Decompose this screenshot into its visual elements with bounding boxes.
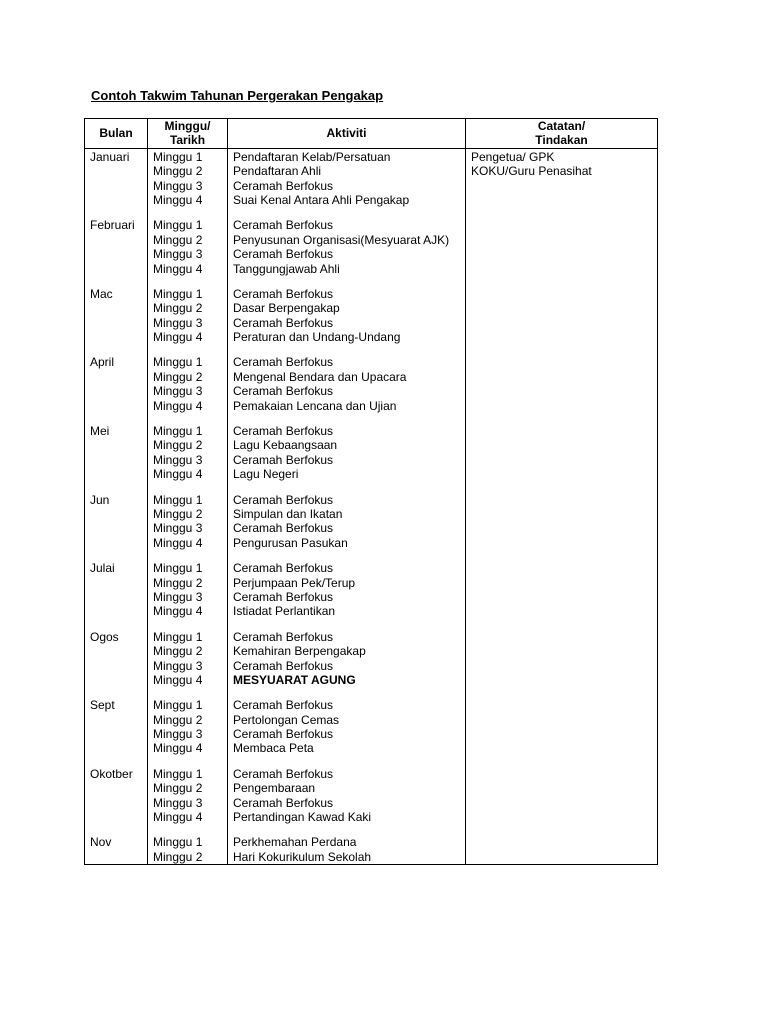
week-cell xyxy=(148,698,228,767)
activity-label: Ceramah Berfokus xyxy=(233,178,334,193)
week-cell xyxy=(148,767,228,836)
month-label: Ogos xyxy=(90,629,119,644)
activity-cell xyxy=(228,630,466,699)
month-name xyxy=(85,767,148,836)
activity-label: Ceramah Berfokus xyxy=(233,698,334,713)
week-label: Minggu 3 xyxy=(153,247,203,262)
month-label: Julai xyxy=(90,561,115,576)
week-label: Minggu 2 xyxy=(153,301,203,316)
week-cell xyxy=(148,630,228,699)
activity-cell xyxy=(228,835,466,864)
activity-cell xyxy=(228,767,466,836)
activity-cell xyxy=(228,424,466,493)
week-label: Minggu 1 xyxy=(153,629,203,644)
week-label: Minggu 4 xyxy=(153,535,203,550)
activity-label: Perkhemahan Perdana xyxy=(233,835,357,850)
activity-label: Mengenal Bendara dan Upacara xyxy=(233,369,407,384)
month-label: Jun xyxy=(90,492,110,507)
week-label: Minggu 2 xyxy=(153,644,203,659)
header-bulan: Bulan xyxy=(85,119,148,149)
activity-label: Pengembaraan xyxy=(233,781,316,796)
week-label: Minggu 1 xyxy=(153,561,203,576)
week-label: Minggu 1 xyxy=(153,492,203,507)
activity-label: Lagu Kebaangsaan xyxy=(233,438,338,453)
week-label: Minggu 1 xyxy=(153,218,203,233)
month-label: April xyxy=(90,355,115,370)
activity-label: Ceramah Berfokus xyxy=(233,355,334,370)
activity-label: Tanggungjawab Ahli xyxy=(233,261,340,276)
table-body xyxy=(85,148,658,864)
week-label: Minggu 4 xyxy=(153,810,203,825)
activity-label: Ceramah Berfokus xyxy=(233,315,334,330)
month-name xyxy=(85,561,148,630)
activity-label: Istiadat Perlantikan xyxy=(233,604,336,619)
week-label: Minggu 3 xyxy=(153,178,203,193)
activity-label: Membaca Peta xyxy=(233,741,314,756)
week-cell xyxy=(148,424,228,493)
month-name xyxy=(85,630,148,699)
activity-label: Pengurusan Pasukan xyxy=(233,535,348,550)
week-label: Minggu 2 xyxy=(153,506,203,521)
calendar-table xyxy=(84,118,658,865)
week-cell xyxy=(148,355,228,424)
week-label: Minggu 2 xyxy=(153,712,203,727)
week-label: Minggu 1 xyxy=(153,835,203,850)
activity-cell xyxy=(228,355,466,424)
activity-cell xyxy=(228,218,466,287)
month-label: Mei xyxy=(90,424,110,439)
activity-label: Lagu Negeri xyxy=(233,467,299,482)
week-label: Minggu 1 xyxy=(153,149,203,164)
week-label: Minggu 2 xyxy=(153,438,203,453)
header-row xyxy=(85,119,658,149)
week-label: Minggu 2 xyxy=(153,164,203,179)
week-label: Minggu 1 xyxy=(153,698,203,713)
activity-label: Ceramah Berfokus xyxy=(233,286,334,301)
month-name xyxy=(85,698,148,767)
week-label: Minggu 4 xyxy=(153,192,203,207)
activity-label: Ceramah Berfokus xyxy=(233,727,334,742)
activity-label: Suai Kenal Antara Ahli Pengakap xyxy=(233,192,410,207)
document-title: Contoh Takwim Tahunan Pergerakan Pengakap xyxy=(91,88,384,103)
activity-label: Ceramah Berfokus xyxy=(233,795,334,810)
notes-cell xyxy=(466,148,658,864)
activity-label: Pemakaian Lencana dan Ujian xyxy=(233,398,397,413)
table-header xyxy=(85,119,658,149)
activity-cell xyxy=(228,698,466,767)
header-aktiviti: Aktiviti xyxy=(228,119,466,149)
activity-label: Kemahiran Berpengakap xyxy=(233,644,366,659)
week-label: Minggu 1 xyxy=(153,424,203,439)
week-label: Minggu 3 xyxy=(153,452,203,467)
week-cell xyxy=(148,493,228,562)
week-label: Minggu 1 xyxy=(153,355,203,370)
activity-label: Ceramah Berfokus xyxy=(233,658,334,673)
week-label: Minggu 3 xyxy=(153,658,203,673)
week-label: Minggu 3 xyxy=(153,384,203,399)
week-cell xyxy=(148,218,228,287)
week-label: Minggu 3 xyxy=(153,727,203,742)
activity-label: Penyusunan Organisasi(Mesyuarat AJK) xyxy=(233,232,450,247)
activity-label: Ceramah Berfokus xyxy=(233,247,334,262)
week-label: Minggu 2 xyxy=(153,369,203,384)
month-label: Nov xyxy=(90,835,112,850)
week-label: Minggu 2 xyxy=(153,575,203,590)
activity-label: Ceramah Berfokus xyxy=(233,492,334,507)
week-label: Minggu 3 xyxy=(153,795,203,810)
header-catatan-line1: Catatan/ xyxy=(537,119,586,133)
header-catatan-line2: Tindakan xyxy=(535,133,588,148)
week-label: Minggu 3 xyxy=(153,315,203,330)
month-name xyxy=(85,148,148,218)
week-label: Minggu 2 xyxy=(153,232,203,247)
month-label: Okotber xyxy=(90,766,133,781)
month-label: Februari xyxy=(90,218,135,233)
activity-label: Pendaftaran Kelab/Persatuan xyxy=(233,149,391,164)
activity-label: Pertolongan Cemas xyxy=(233,712,340,727)
month-row xyxy=(85,148,658,218)
week-label: Minggu 4 xyxy=(153,261,203,276)
week-label: Minggu 4 xyxy=(153,398,203,413)
activity-label: Peraturan dan Undang-Undang xyxy=(233,330,401,345)
activity-label: MESYUARAT AGUNG xyxy=(233,672,356,687)
header-minggu-line1: Minggu/ xyxy=(164,119,211,133)
month-label: Januari xyxy=(90,149,130,164)
week-label: Minggu 2 xyxy=(153,849,203,864)
activity-label: Ceramah Berfokus xyxy=(233,424,334,439)
activity-label: Ceramah Berfokus xyxy=(233,589,334,604)
month-name xyxy=(85,835,148,864)
activity-label: Pendaftaran Ahli xyxy=(233,164,322,179)
header-minggu xyxy=(148,119,228,149)
week-label: Minggu 4 xyxy=(153,330,203,345)
activity-cell xyxy=(228,561,466,630)
activity-label: Ceramah Berfokus xyxy=(233,218,334,233)
week-label: Minggu 2 xyxy=(153,781,203,796)
week-label: Minggu 1 xyxy=(153,286,203,301)
activity-label: Ceramah Berfokus xyxy=(233,452,334,467)
activity-label: Ceramah Berfokus xyxy=(233,384,334,399)
header-catatan xyxy=(466,119,658,149)
activity-label: Ceramah Berfokus xyxy=(233,629,334,644)
month-name xyxy=(85,424,148,493)
week-label: Minggu 1 xyxy=(153,766,203,781)
week-cell xyxy=(148,561,228,630)
activity-cell xyxy=(228,493,466,562)
note-line: Pengetua/ GPK xyxy=(471,149,555,164)
activity-cell xyxy=(228,287,466,356)
month-name xyxy=(85,493,148,562)
note-line: KOKU/Guru Penasihat xyxy=(471,164,592,179)
month-name xyxy=(85,218,148,287)
week-label: Minggu 3 xyxy=(153,589,203,604)
week-cell xyxy=(148,148,228,218)
week-cell xyxy=(148,835,228,864)
activity-label: Dasar Berpengakap xyxy=(233,301,340,316)
week-cell xyxy=(148,287,228,356)
week-label: Minggu 4 xyxy=(153,741,203,756)
activity-cell xyxy=(228,148,466,218)
month-label: Mac xyxy=(90,286,113,301)
activity-label: Ceramah Berfokus xyxy=(233,766,334,781)
activity-label: Ceramah Berfokus xyxy=(233,561,334,576)
week-label: Minggu 4 xyxy=(153,672,203,687)
month-label: Sept xyxy=(90,698,115,713)
month-name xyxy=(85,287,148,356)
activity-label: Perjumpaan Pek/Terup xyxy=(233,575,356,590)
activity-label: Pertandingan Kawad Kaki xyxy=(233,810,372,825)
month-name xyxy=(85,355,148,424)
activity-label: Simpulan dan Ikatan xyxy=(233,506,343,521)
activity-label: Hari Kokurikulum Sekolah xyxy=(233,849,372,864)
header-minggu-line2: Tarikh xyxy=(169,133,206,148)
activity-label: Ceramah Berfokus xyxy=(233,521,334,536)
week-label: Minggu 4 xyxy=(153,604,203,619)
week-label: Minggu 3 xyxy=(153,521,203,536)
week-label: Minggu 4 xyxy=(153,467,203,482)
